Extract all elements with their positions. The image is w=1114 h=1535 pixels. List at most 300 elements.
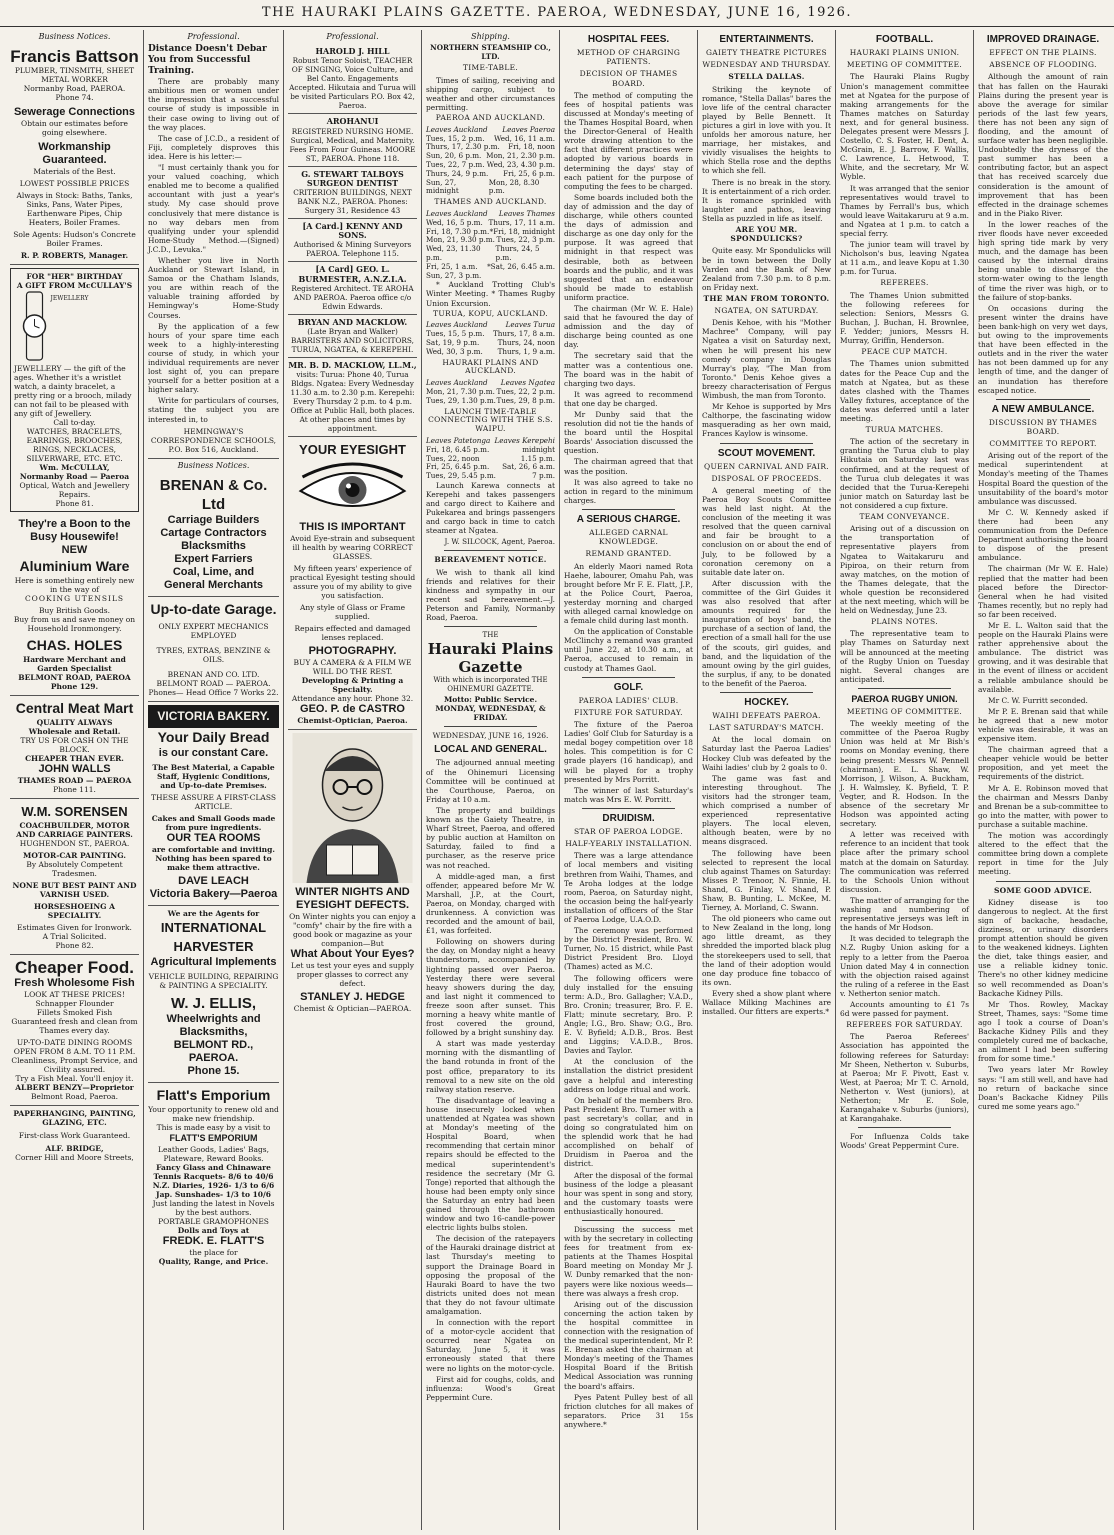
subhead: QUEEN CARNIVAL AND FAIR. (704, 461, 829, 471)
card-title: HAROLD J. HILL (315, 46, 390, 57)
paragraph: Every shed a show plant where Wallace Milking Machines are installed. Our fitters are experts.* (702, 988, 831, 1017)
ad-line: Phone 82. (55, 941, 94, 951)
subhead: ALLEGED CARNAL KNOWLEDGE. (589, 527, 668, 547)
paragraph: The chairman agreed that a cheaper vehicle would be better proposition, and yet meet the requirements of the district. (978, 745, 1108, 782)
paragraph: First aid for coughs, colds, and influenza: Wood's Great Peppermint Cure. (426, 1374, 555, 1402)
paragraph: The following officers were duly installed for the ensuing term: A.D., Bro. Gallagher; V.A.D., Bro. Cronin; treasurer, Bro. F. E. Flatt; minute secretary, Bro. P. Angle; I.G., Bro. Shaw; O.G., Bro. E. V. Byfield; A.D.B., Bros. Best and Liggins; V.A.D.B., Bros. Davies and Taylor. (564, 973, 693, 1056)
subhead: HAURAKI PLAINS UNION. (849, 48, 960, 57)
ad-line: NONE BUT BEST PAINT AND VARNISH USED. (12, 881, 137, 900)
ad-line: Fancy Glass and Chinaware (156, 1163, 271, 1173)
column-7 (836, 30, 974, 1530)
ad-line: A Trial Solicited. (42, 932, 107, 942)
paragraph: In the lower reaches of the river floods have never exceeded high spring tide mark by very much, and the damage has been caused by the internal drains being unable to discharge the storm-water owing to the length of time the river was high, or to the failure of stop-banks. (978, 219, 1108, 302)
paragraph: Mr Dunby said that the resolution did not tie the hands of the board until the Hospital Boards' Association discussed the question. (564, 410, 693, 456)
paragraph: The Paeroa Referees' Association has appointed the following referees for Saturday: Mr Sheen, Netherton v. Suburbs, at Paeroa; Mr F. Pivott, East v. West, at Paeroa; Mr T. C. Arnold, Netherton v. West (juniors), at Netherton; Mr E. Sole, Karangahake v. Suburbs (juniors), at Karangahake. (840, 1032, 969, 1124)
paragraph: The winner of last Saturday's match was Mrs E. W. Porritt. (564, 785, 693, 804)
ad-line: This is made easy by a visit to (156, 1123, 271, 1133)
paragraph: The game was fast and interesting throughout. The visitors had the stronger team, which comprised a number of experienced representative players. The local eleven, although beaten, were by no means disgraced. (702, 773, 831, 847)
column-2 (144, 30, 284, 1530)
timetable-cell: Mon, 21, 2.30 p.m. (486, 151, 555, 161)
paragraph: Whether you live in North Auckland or Stewart Island, in Samoa or the Chatham Islands, you are within reach of the valuable training afforded by Hemingway's Home-Study Courses. (148, 255, 279, 320)
headline: A SERIOUS CHARGE. (576, 513, 681, 525)
paragraph: The case of J.C.D., a resident of Fiji, completely disproves this idea. Here is his letter:— (148, 133, 279, 161)
paragraph: Following on showers during the day, on Monday night a heavy thunderstorm, accompanied by lightning passed over Paeroa. Yesterday there were several heavy showers during the day, and last night it commenced to freeze soon after sunset. This morning a heavy white mantle of frost covered the ground, followed by a bright sunshiny day. (426, 937, 555, 1038)
paragraph: Kidney disease is too dangerous to neglect. At the first sign of backache, headache, dizziness, or urinary disorders prompt attention should be given to the weakened kidneys. Lighten the diet, take things easier, and use a reliable kidney tonic. There's no other kidney medicine so well recommended as Doan's Backache Kidney Pills. (978, 897, 1108, 998)
harvester-ad (148, 906, 279, 1083)
paragraph: After discussion with the committee of the Girl Guides it was also resolved that after amounts required for the inauguration of boys' band, the purchase of a section of land, the erection of a small hall for the use of the scouts, girl guides, and band, and the liquidation of the amount owing by the girl guides, the surplus, if any, to be donated to the benefit of the Paeroa. (702, 578, 831, 688)
card-title: AROHANUI (326, 116, 379, 127)
article-body (564, 851, 693, 1216)
subhead: REFEREES FOR SATURDAY. (846, 1020, 963, 1030)
ad-title: Up-to-date Garage. (150, 601, 277, 618)
paragraph: Some boards included both the day of admission and the day of discharge, while others counted the days of admission and discharge as one day only for the purpose. It was agreed that midnight in that respect was desirable, both as between boards and the public, and it was suggested that an endeavour should be made to establish uniform practice. (564, 192, 693, 302)
timetable-cell: Wed, 16, 11 a.m. (493, 133, 555, 143)
masthead: THE HAURAKI PLAINS GAZETTE. PAEROA, WEDNESDAY, JUNE 16, 1926. (0, 0, 1114, 27)
ad-line: A GIFT FROM McCULLAY'S (16, 281, 133, 291)
ad-line: Quality, Range, and Price. (158, 1257, 269, 1267)
paragraph: The action of the secretary in granting the Turua club to play Hikutaia on Saturday last was confirmed, and at the request of the Turua club delegates it was decided that the Turua-Kerepehi junior match on Saturday last be not considered a cup fixture. (840, 437, 969, 510)
ad-line: Normanby Road, PAEROA. (23, 84, 126, 94)
timetable-cell: Tues, 15, 5 p.m. (426, 329, 485, 339)
ad-line: Fresh Wholesome Fish (14, 977, 135, 990)
ad-line: COOKING UTENSILS (24, 594, 125, 604)
ad-line: Phone 111. (53, 785, 96, 795)
ad-line: Buy from us and save money on Household Ironmongery. (13, 615, 136, 634)
timetable-cell: Fri, 25, 6.45 p.m. (426, 462, 490, 472)
paragraph: It was decided to telegraph the N.Z. Rugby Union asking for a reply to a letter from the Paeroa Union dated May 4 in connection with the objection raised against the ruling of a referee in the East v. Netherton senior match. (840, 934, 969, 998)
ad-line: We are the Agents for (167, 909, 260, 919)
ad-line: Schnapper Flounder (35, 999, 114, 1009)
ad-line: Cleanliness, Prompt Service, and Civility assured. (11, 1056, 138, 1075)
paragraph: Write for particulars of courses, stating the subject you are interested in, to (148, 396, 279, 424)
timetable-cell: Sun, 20, 6 p.m. (426, 151, 482, 161)
subhead: PEACE CUP MATCH. (861, 347, 948, 357)
paragraph: There was a large attendance of local members and visiting brethren from Waihi, Thames, and Te Aroha lodges at the lodge room, Paeroa, on Saturday night, the occasion being the half-yearly installation of officers of the Star of Paeroa Lodge, U.A.O.D. (564, 851, 693, 924)
ad-line: VEHICLE BUILDING, REPAIRING & PAINTING A SPECIALITY. (148, 972, 279, 991)
ad-line: TRY US FOR CASH ON THE BLOCK. (20, 736, 129, 755)
ad-line: Wheelwrights and Blacksmiths, (166, 1013, 261, 1039)
ad-line: First-class Work Guaranteed. (18, 1131, 131, 1141)
timetable-cell: *Fri, 18, midnight (489, 226, 555, 236)
card-text: CRITERION BUILDINGS, NEXT BANK N.Z., PAEROA. Phones: Surgery 31, Residence 43 (293, 188, 412, 216)
timetable-cell: 7 p.m. (532, 471, 555, 481)
route-table (426, 210, 555, 280)
paragraph: The Thames union submitted dates for the Peace Cup and the match at Ngatea, but as these dates clashed with the Thames Valley fixtures, acceptance of the dates was deferred until a later meeting. (840, 359, 969, 423)
timetable-cell: Leaves Paeroa (502, 124, 555, 134)
ad-line: Sole Agents: Hudson's Concrete Boiler Frames. (13, 230, 136, 249)
paragraph: The decision of the ratepayers of the Hauraki drainage district at last Thursday's meeting to support the Drainage Board in opposing the proposal of the Hauraki Board to have the two districts united does not mean that they do not favour ultimate amalgamation. (426, 1234, 555, 1317)
timetable-row (426, 472, 555, 481)
ad-line: They're a Boon to the Busy Housewife! (18, 518, 131, 544)
battson-ad (10, 44, 139, 265)
ad-line: Buy British Goods. (39, 606, 110, 616)
issue-date: WEDNESDAY, JUNE 16, 1926. (432, 731, 549, 741)
ad-line: Cakes and Small Goods made from pure ingredients. (151, 814, 276, 833)
ad-line: Tennis Racquets- 8/6 to 40/6 (153, 1172, 274, 1182)
article-body (564, 562, 693, 673)
card-title: [A Card] GEO. L. BURMESTER, A.N.Z.I.A. (298, 264, 407, 284)
ad-line: PAPERHANGING, PAINTING, GLAZING, ETC. (13, 1109, 136, 1128)
subhead: PLAINS NOTES. (871, 617, 938, 627)
ad-line: Materials of the Best. (33, 167, 116, 177)
subhead: HALF-YEARLY INSTALLATION. (565, 839, 692, 849)
timetable-row (426, 272, 555, 281)
brenan-ad (148, 473, 279, 597)
ad-line: Cartage Contractors (160, 527, 267, 540)
aluminium-ad (10, 515, 139, 696)
ad-line: JOHN WALLS (38, 763, 111, 776)
subhead: DECISION OF THAMES BOARD. (579, 69, 678, 88)
ad-title: Flatt's Emporium (156, 1087, 271, 1104)
ad-line: FLATT'S EMPORIUM (169, 1133, 258, 1144)
ad-title: Aluminium Ware (19, 558, 130, 575)
paragraph: "I must certainly thank you for your valued coaching, which enabled me to become a qualified accountant with just a year's study. My case should prove conclusively that mere distance is no way debars men from qualifying under your splendid Home-Study Method.—(Signed) J.C.D., Levuka." (148, 163, 279, 254)
professional-card (288, 315, 417, 358)
paragraph: For Influenza Colds take Woods' Great Peppermint Cure. (840, 1132, 969, 1151)
paragraph: The adjourned annual meeting of the Ohinemuri Licensing Committee will be continued at the Courthouse, Paeroa, on Friday at 10 a.m. (426, 758, 555, 804)
cheaper-food-ad (10, 955, 139, 1106)
company-name: NORTHERN STEAMSHIP CO., LTD. (430, 43, 551, 61)
route-title: HAURAKI PLAINS AND AUCKLAND. (442, 357, 539, 376)
ad-line: Chemist-Optician, Paeroa. (297, 716, 408, 726)
paragraph: The weekly meeting of the committee of the Paeroa Rugby Union was held at Mr Bish's rooms on Monday evening, there being present: Messrs W. Pennell (chairman), E. L. Shaw, W. Morrison, J. Wilson, A. Buckham, J. H. Walmsley, K. Byfield, T. P. Vegter, and R. Hodson. In the absence of the secretary Mr Hodson was appointed acting secretary. (840, 719, 969, 829)
timetable-cell: Tues, 22, 2 p.m. (496, 386, 555, 396)
timetable-cell: Thurs, 17, 8 a.m. (493, 329, 555, 339)
section-header: Business Notices. (177, 461, 250, 471)
nameplate-line: MONDAY, WEDNESDAY, & FRIDAY. (435, 703, 546, 723)
ad-line: ONLY EXPERT MECHANICS EMPLOYED (158, 622, 269, 641)
ad-line: DAVE LEACH (178, 875, 249, 888)
ad-line: Agricultural Implements (150, 956, 277, 969)
ad-line: Any style of Glass or Frame supplied. (299, 603, 406, 622)
ad-line: Avoid Eye-strain and subsequent ill health by wearing CORRECT GLASSES. (290, 534, 415, 562)
shipping-timetable (426, 44, 555, 546)
timetable-cell: Leaves Auckland (426, 124, 488, 134)
paragraph: An elderly Maori named Rota Haehe, labourer, Omahu Pah, was brought before Mr F. E. Flatt, J.P., at the Police Court, Paeroa, yesterday morning and charged with alleged carnal knowledge on a female child during last month. (564, 561, 693, 626)
timetable-cell: Mon, 21, 9.30 p.m. (426, 235, 495, 245)
ad-line: ALF. BRIDGE, (45, 1144, 104, 1154)
ad-line: Jap. Sunshades- 1/3 to 10/6 (156, 1190, 271, 1200)
subhead: BEREAVEMENT NOTICE. (434, 555, 547, 565)
ad-line: Blacksmiths (181, 540, 246, 553)
paragraph: Mr P. E. Brenan said that while he agreed that a new motor vehicle was desirable, it was an expensive item. (978, 706, 1108, 744)
man-reading-portrait-icon (288, 733, 417, 883)
eye-icon (288, 459, 417, 519)
ad-line: GEO. P. de CASTRO (300, 703, 405, 716)
subhead: DISPOSAL OF PROCEEDS. (711, 473, 822, 483)
card-text: Authorised & Mining Surveyors PAEROA. Telephone 115. (293, 240, 412, 259)
timetable-cell: Leaves Auckland (426, 320, 488, 330)
meat-mart-ad (10, 696, 139, 799)
ad-line: Fillets Smoked Fish (36, 1008, 113, 1018)
paragraph: Arising out of the report of the medical superintendent at Monday's meeting of the Thames Hospital Board the question of the unsuitability of the board's motor ambulance was discussed. (978, 451, 1108, 506)
paragraph: We wish to thank all kind friends and relatives for their kindness and sympathy in our recent sad bereavement.—J. Peterson and Family, Normanby Road, Paeroa. (426, 567, 555, 622)
subhead: PAEROA LADIES' CLUB. (578, 695, 679, 705)
ad-title: Distance Doesn't Debar You from Successful Training. (148, 44, 267, 77)
article-body (702, 735, 831, 1016)
timetable-cell: Thurs, 24, 5 p.m. (495, 244, 540, 262)
timetable-row (426, 179, 555, 197)
timetable-cell: Thurs, 17, 11 a.m. (488, 217, 555, 227)
paragraph: The ceremony was performed by the District President, Bro. W. Turner, No. 15 district, while Past District President Bro. Lloyd (Thames) acted as M.C. (564, 926, 693, 972)
ad-line: PHOTOGRAPHY. (308, 645, 397, 658)
ad-line: Always in Stock: Baths, Tanks, Sinks, Pans, Water Pipes, Earthenware Pipes, Chip Heaters, Boiler Frames. (16, 191, 133, 228)
route-title: PAEROA AND AUCKLAND. (435, 112, 546, 122)
subhead: MEETING OF COMMITTEE. (846, 706, 963, 716)
ad-line: BELMONT ROAD, PAEROA Phone 129. (18, 673, 131, 692)
flatts-emporium-ad (148, 1083, 279, 1270)
subhead: ARE YOU MR. SPONDULICKS? (730, 225, 803, 244)
article-body (840, 72, 969, 276)
route-table (426, 379, 555, 405)
ad-line: Leather Goods, Ladies' Bags, Plateware, Reward Books. (158, 1145, 269, 1164)
ad-line: is our constant Care. (158, 747, 269, 760)
timetable-cell: Mon, 21, 7.30 p.m. (426, 386, 495, 396)
paragraph: It was also agreed to take no action in regard to the minimum charges. (564, 477, 693, 505)
timetable-cell: Thurs, 24, 9 p.m. (426, 168, 489, 178)
subhead: REFEREES. (880, 278, 929, 288)
ad-line: Try a Fish Meal. You'll enjoy it. (15, 1074, 134, 1084)
ad-line: What About Your Eyes? (290, 947, 415, 960)
article-body (840, 719, 969, 1018)
column-4 (422, 30, 560, 1530)
ad-line: Here is something entirely new in the way of (14, 576, 135, 595)
timetable-cell: Thurs, 24, noon (497, 337, 555, 347)
paragraph: Arising out of a discussion on the transportation of representative players from Ngatea to Waitakaruru and Pipiroa, on their return from away matches, on the motion of the Thames delegate, that the whole question be reconsidered at the next meeting, which will be held on Wednesday, June 23. (840, 524, 969, 616)
timetable-cell: Tues, 29, 1.30 p.m. (426, 395, 496, 405)
ad-line: TYRES, EXTRAS, BENZINE & OILS. (156, 646, 271, 665)
ad-line: LOOK AT THESE PRICES! (24, 990, 125, 1000)
headline: FOOTBALL. (875, 34, 934, 45)
paragraph: Mr Thos. Rowley, Mackay Street, Thames, says: "Some time ago I took a course of Doan's Backache Kidney Pills and they completely cured me of backache, an ailment I had been suffering from for some time." (978, 999, 1108, 1064)
ad-line: Let us test your eyes and supply proper glasses to correct any defect. (291, 960, 414, 988)
subhead: LAST SATURDAY'S MATCH. (709, 723, 824, 733)
subhead: DISCUSSION BY THAMES BOARD. (988, 417, 1098, 436)
paragraph: Mr C. W. Furritt seconded. (988, 695, 1088, 705)
paragraph: The disadvantage of leaving a house insecurely locked when unattended at Ngatea was shown at Monday's meeting of the Hospital Board, when recommending that certain minor repairs should be effected to the medical superintendent's residence the secretary (Mr G. Tonge) reported that although the house had been empty only since the Saturday an entry had been gained through the bathroom window and two 16-candle-power electric lights bulbs stolen. (426, 1095, 555, 1233)
timetable-row (426, 348, 555, 357)
ad-line: Normanby Road — Paeroa (19, 472, 130, 482)
route-title: TURUA, KOPU, AUCKLAND. (433, 308, 548, 318)
ad-line: Attendance any hour. Phone 32. (291, 694, 414, 704)
professional-card (288, 44, 417, 114)
section-header: Professional. (187, 32, 240, 41)
ad-line: COACHBUILDER, MOTOR AND CARRIAGE PAINTERS. (16, 821, 133, 840)
ad-line: the place for (189, 1248, 238, 1258)
ad-line: FOR "HER" BIRTHDAY (26, 272, 123, 282)
paragraph: Discussing the success met with by the secretary in collecting fees for treatment from ex-patients at the Thames Hospital Board meeting on Monday Mr J. W. Dunby remarked that the non-payers were like noxious weeds—there was always a fresh crop. (564, 1224, 693, 1298)
timetable-cell: midnight (522, 444, 555, 454)
card-title: G. STEWART TALBOYS SURGEON DENTIST (301, 168, 404, 188)
headline: HOCKEY. (744, 696, 789, 708)
subhead: STELLA DALLAS. (728, 72, 805, 82)
timetable-cell: Leaves Auckland (426, 378, 488, 388)
timetable-cell: Sun, 27, midnight (426, 177, 459, 196)
paragraph: Two years later Mr Rowley says: "I am still well, and have had no return of backache since Doan's Backache Kidney Pills cured me some years ago." (978, 1065, 1108, 1111)
ad-line: JEWELLERY — the gift of the ages. Whether it's a wristlet watch, a dainty bracelet, a pretty ring or a brooch, milady can not fail to be pleased with any gift of Jewellery. (14, 364, 132, 419)
ad-title: YOUR EYESIGHT (299, 442, 406, 458)
ad-line: Your Daily Bread (157, 729, 270, 746)
ad-line: THIS IS IMPORTANT (299, 521, 406, 534)
ad-line: UP-TO-DATE DINING ROOMS OPEN FROM 8 A.M. TO 11 P.M. (13, 1038, 136, 1057)
ad-line: THESE ASSURE A FIRST-CLASS ARTICLE. (150, 793, 276, 812)
ad-line: Phone 15. (187, 1065, 240, 1078)
headline: HOSPITAL FEES. (587, 34, 670, 45)
ad-line: NEW (61, 544, 88, 557)
ad-line: My fifteen years' experience of practical Eyesight testing should assure you of my ability to give you satisfaction. (289, 564, 416, 601)
subhead: STAR OF PAEROA LODGE. (573, 826, 684, 836)
ad-line: HORSESHOEING A SPECIALITY. (34, 902, 115, 921)
ad-title: Cheaper Food. (14, 958, 134, 978)
timetable-cell: Fri, 18, 6.45 p.m. (426, 444, 490, 454)
ad-line: PORTABLE GRAMOPHONES (158, 1217, 269, 1227)
nameplate-title: Hauraki Plains Gazette (427, 640, 554, 677)
timetable-cell: Tues, 29, 8 p.m. (496, 395, 555, 405)
timetable-cell: Sun, 27, 3 p.m. (426, 270, 482, 280)
subhead: SOME GOOD ADVICE. (993, 885, 1093, 895)
timetable-cell: Wed, 23, 11.30 p.m. (426, 244, 481, 262)
ad-line: General Merchants (163, 579, 264, 592)
card-text: (Late Bryan and Walker) BARRISTERS AND SOLICITORS, TURUA, NGATEA, & KEREPEHI. (291, 327, 414, 355)
ad-line: HUGHENDON ST., PAEROA. (19, 839, 130, 849)
ad-title: INTERNATIONAL HARVESTER (160, 920, 267, 955)
paragraph: A start was made yesterday morning with the dismantling of the band rotunda in front of the post office, preparatory to its removal to a new site on the old railway station reserve. (426, 1039, 555, 1094)
ad-line: are comfortable and inviting. Nothing has been spared to make them attractive. (152, 845, 275, 873)
hemingway-ad (148, 44, 279, 459)
ad-line: OUR TEA ROOMS (166, 832, 261, 845)
article-body (978, 451, 1108, 876)
paragraph: The matter of arranging for the washing and numbering of representative jerseys was left in the hands of Mr Hodson. (840, 895, 969, 933)
professional-card (288, 114, 417, 166)
timetable-cell: Leaves Turua (505, 320, 555, 330)
subhead: WAIHI DEFEATS PAEROA. (712, 710, 821, 720)
headline: A NEW AMBULANCE. (991, 403, 1095, 415)
ad-line: CHEAPER THAN EVER. (25, 754, 124, 764)
paragraph: The property and buildings known as the Gaiety Theatre, in Wharf Street, Paeroa, and offered by public auction at Hamilton on Saturday, failed to find a purchaser, as the reserve price was not reached. (426, 805, 555, 870)
ad-line: By Absolutely Competent Tradesmen. (26, 860, 123, 879)
ad-line: BELMONT RD., PAEROA. (173, 1039, 254, 1065)
ad-line: The Best Material, a Capable Staff, Hygienic Conditions, and Up-to-date Premises. (152, 763, 275, 791)
paragraph: The method of computing the fees of hospital patients was discussed at Monday's meeting of the Thames Hospital Board, when the Director-General of Health wrote drawing attention to the fact that different practices were adopted by various boards in determining the days' stay of each patient for the purpose of computing the fees to be charged. (564, 90, 693, 191)
timetable-cell: *Sat, 26, 6.45 a.m. (487, 261, 555, 271)
ad-line: Repairs effected and damaged lenses replaced. (294, 624, 411, 643)
ad-line: N.Z. Diaries, 1926- 1/3 to 6/6 (152, 1181, 275, 1191)
professional-card (288, 167, 417, 219)
paragraph: At the conclusion of the installation the district president gave a helpful and interesting address on lodge ritual and work. (564, 1057, 693, 1094)
ad-title: VICTORIA BAKERY. (148, 705, 279, 728)
column-1 (6, 30, 144, 1530)
timetable-cell: Leaves Auckland (426, 208, 488, 218)
ad-line: Guaranteed fresh and clean from Thames every day. (11, 1017, 138, 1036)
subhead: MEETING OF COMMITTEE. (846, 60, 963, 70)
mccullay-ad (10, 268, 139, 512)
headline: LOCAL AND GENERAL. (434, 744, 547, 756)
ad-line: ALBERT BENZY—Proprietor (15, 1083, 134, 1093)
paragraph: The fixture of the Paeroa Ladies' Golf Club for Saturday is a medal bogey competition over 18 holes. This competition is for C grade players (16 handicap), and will be played for a trophy presented by Mrs Porritt. (564, 720, 693, 784)
ad-line: Coal, Lime, and (172, 566, 255, 579)
eyesight-ad (288, 437, 417, 730)
subhead: GAIETY THEATRE PICTURES (706, 48, 827, 57)
timetable-cell: Tues, 15, 2 p.m. (426, 133, 485, 143)
paragraph: Striking the keynote of romance, "Stella Dallas" bares the love life of the central character played by Belle Bennett. It pictures a girl in love with you. It unfolds her amorous nature, her marriage, her mistakes, and vividly visualises the heights to which Stella rose and the depths to which she fell. (702, 84, 831, 176)
route-title: THAMES AND AUCKLAND. (434, 197, 547, 207)
headline: PAEROA RUGBY UNION. (851, 693, 958, 704)
paragraph: Accounts amounting to £1 7s 6d were passed for payment. (840, 999, 969, 1019)
subhead: TURUA MATCHES. (865, 425, 944, 435)
paragraph: Mr E. L. Walton said that the people on the Hauraki Plains were rather apprehensive about the ambulance. The district was growing, and it was desirable that in the event of illness or accident a reliable ambulance should be available. (978, 620, 1108, 694)
ad-line: Optical, Watch and Jewellery Repairs. (19, 481, 130, 500)
article-body (702, 318, 831, 438)
article-body (978, 72, 1108, 394)
column-8 (974, 30, 1112, 1530)
timetable-cell: Sat, 19, 9 p.m. (426, 337, 480, 347)
timetable-cell: Wed, 30, 3 p.m. (426, 346, 483, 356)
paragraph: A middle-aged man, a first offender, appeared before Mr W. Marshall, J.P., at the Court, Paeroa, on Monday, charged with drunkenness. A conviction was recorded and the amount of bail, £1, was forfeited. (426, 871, 555, 936)
ad-title: WINTER NIGHTS AND EYESIGHT DEFECTS. (295, 885, 410, 911)
ad-line: QUALITY ALWAYS (36, 718, 113, 728)
ad-line: Hardware Merchant and Garden Specialist (23, 655, 126, 674)
paragraph: The chairman (Mr W. E. Hale) said that he favoured the day of admission and the day of discharge being counted as one day. (564, 303, 693, 350)
ad-line: WATCHES, BRACELETS, EARRINGS, BROOCHES, RINGS, NECKLACES, SILVERWARE, ETC. ETC. (26, 427, 123, 464)
paragraph: Mr C. W. Kennedy asked if there had been any communication from the Defence Department authorising the board to dispose of the present ambulance. (978, 507, 1108, 563)
ad-line: Obtain our estimates before going elsewhere. (21, 119, 128, 138)
victoria-bakery-ad (148, 702, 279, 906)
timetable-cell: Tues, 22, 7 p.m. (426, 159, 485, 169)
card-title: MR. B. D. MACKLOW, LL.M., (288, 360, 417, 371)
wristwatch-icon (14, 290, 135, 362)
professional-card (288, 262, 417, 314)
column-6 (698, 30, 836, 1530)
ad-line: PLUMBER, TINSMITH, SHEET METAL WORKER (14, 66, 135, 85)
ad-line: Phone 74. (55, 93, 94, 103)
article-body (978, 898, 1108, 1111)
paragraph: It was agreed to recommend that one day be charged. (564, 389, 693, 408)
paragraph: By the application of a few hours of your spare time each week to a highly-interesting course of study, in which your individual requirements are never lost sight of, you can prepare yourself for a better position at a higher salary. (148, 321, 279, 395)
subhead: THE MAN FROM TORONTO. (703, 293, 830, 303)
route-title: LAUNCH TIME-TABLE CONNECTING WITH THE S.S. WAIPU. (428, 406, 553, 434)
paragraph: The Hauraki Plains Rugby Union's management committee met at Ngatea for the purpose of making arrangements for the Thames matches on Saturday next, and for general business. Delegates present were Messrs J. Costello, C. S. Foster, H. Dent, A. McGrain, E. J. Barrow, F. Wallis, C. Lawrence, L. Hetwood, T. White, and the secretary, Mr W. Wyble. (840, 72, 969, 182)
paragraph: Times of sailing, receiving and shipping cargo, subject to weather and other circumstances permitting. (426, 75, 555, 112)
bridge-ad (10, 1106, 139, 1166)
paragraph: The old pioneers who came out to New Zealand in the long, long ago little dreamt, as they shredded the imported black plug the storekeepers used to sell, that the land of their adoption would one day produce fine tobacco of its own. (702, 914, 831, 987)
ad-line: Phone 81. (55, 499, 94, 509)
paragraph: There are probably many ambitious men or women under the impression that a successful course of study is impossible in their case owing to living out of the way places. (148, 77, 279, 132)
paragraph: The motion was accordingly altered to the effect that the committee bring down a complete report in time for the July meeting. (978, 831, 1108, 877)
article-body (564, 91, 693, 505)
paragraph: The secretary said that the matter was a contentious one. The board was in the habit of charging two days. (564, 351, 693, 388)
ad-line: R. P. ROBERTS, Manager. (20, 251, 129, 261)
ad-line: Carriage Builders (167, 514, 260, 527)
route-table (426, 437, 555, 481)
paragraph: * Auckland Trotting Club's Winter Meeting. * Thames Rugby Union Excursion. (426, 280, 555, 308)
timetable-cell: Leaves Kerepehi (494, 435, 555, 445)
ad-line: On Winter nights you can enjoy a "comfy" chair by the fire with a good book or magazine as your companion—But (289, 911, 416, 948)
ad-line: Just landing the latest in Novels by the best authors. (152, 1199, 275, 1218)
paragraph: At the local domain on Saturday last the Paeroa Ladies' Hockey Club was defeated by the Waihi ladies' club by 2 goals to 0. (702, 735, 831, 772)
paragraph: The Thames Union submitted the following referees for selection: Seniors, Messrs G. Buchan, J. Buchan, H. Brownlee, F. Yedder; juniors, Messrs H. Murray, Griffin, Henderson. (840, 290, 969, 346)
article-body (564, 1225, 693, 1429)
paragraph: There is no break in the story. It is entertainment of a rich order. It is romance sprinkled with laughter and pathos, leaving Stella as puzzled in life as itself. (702, 177, 831, 223)
ad-line: Victoria Bakery—Paeroa (149, 888, 278, 901)
paragraph: On occasions during the present winter the drains have been bank-high on very wet days, but owing to the improvements that have been effected in the outlets and in the river the water has not been dammed up for any length of time, and the danger of an inundation has therefore escaped notice. (978, 303, 1108, 395)
timetable-cell: Mon, 28, 8.30 p.m. (488, 177, 540, 196)
subhead: ABSENCE OF FLOODING. (989, 60, 1097, 70)
route-table (426, 321, 555, 356)
paragraph: The chairman agreed that that was the position. (564, 457, 693, 476)
timetable-cell: Fri, 18, 7.30 p.m. (426, 226, 490, 236)
ad-line: LOWEST POSSIBLE PRICES (19, 179, 130, 189)
nameplate-line: Motto: Public Service. (443, 694, 538, 704)
